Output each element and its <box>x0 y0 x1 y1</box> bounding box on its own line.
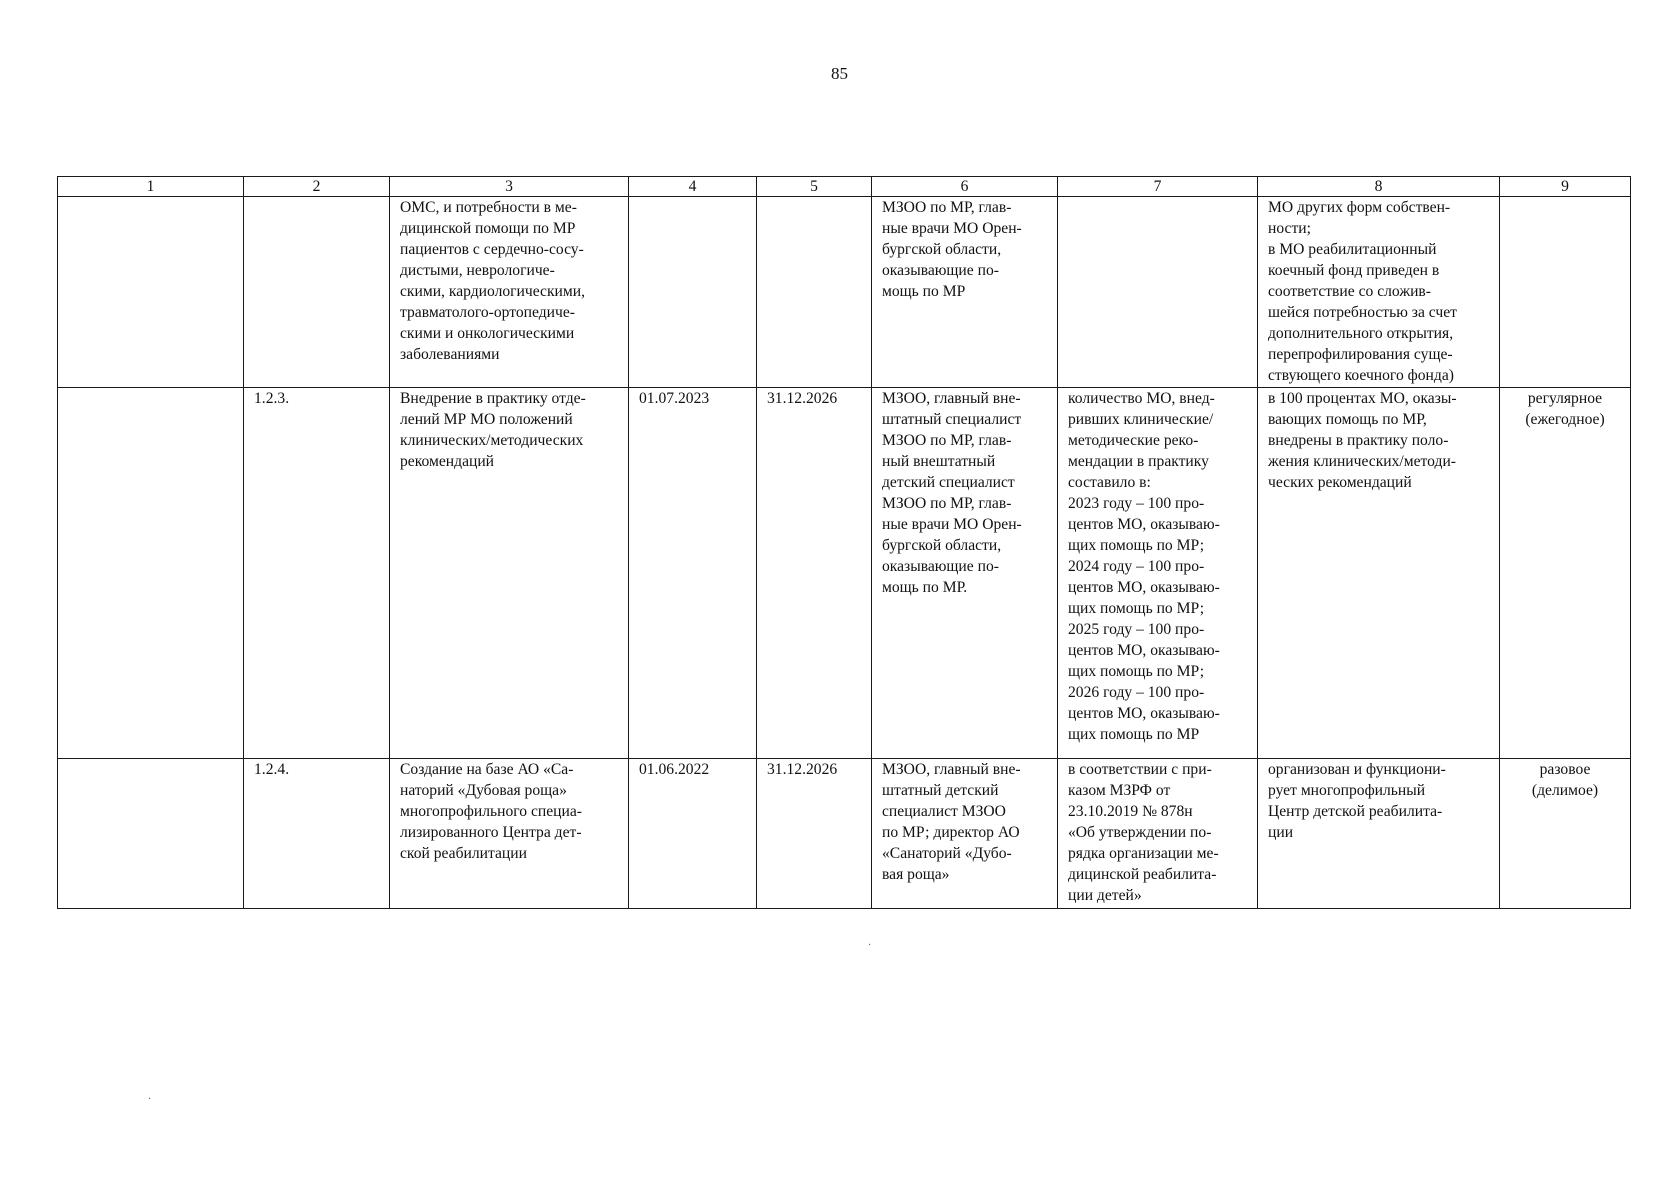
col-header-8: 8 <box>1258 177 1500 197</box>
page-number: 85 <box>831 64 848 83</box>
cell-activity-name: Внедрение в практику отде- лений МР МО положений клинических/методических рекомендаций <box>390 388 629 759</box>
cell-number: 1.2.3. <box>244 388 390 759</box>
col-header-2: 2 <box>244 177 390 197</box>
cell-indicator <box>1058 197 1258 388</box>
cell-end-date: 31.12.2026 <box>757 759 872 909</box>
cell-number <box>244 197 390 388</box>
cell-activity-name: Создание на базе АО «Са- наторий «Дубовая роща» многопрофильного специа- лизированного Центра дет- ской реабилитации <box>390 759 629 909</box>
cell-col1 <box>58 759 244 909</box>
cell-result: организован и функциони- рует многопрофильный Центр детской реабилита- ции <box>1258 759 1500 909</box>
col-header-1: 1 <box>58 177 244 197</box>
cell-responsible: МЗОО по МР, глав- ные врачи МО Орен- бургской области, оказывающие по- мощь по МР <box>872 197 1058 388</box>
cell-col1 <box>58 197 244 388</box>
col-header-4: 4 <box>629 177 757 197</box>
cell-responsible: МЗОО, главный вне- штатный детский специалист МЗОО по МР; директор АО «Санаторий «Дубо- вая роща» <box>872 759 1058 909</box>
cell-result: в 100 процентах МО, оказы- вающих помощь по МР, внедрены в практику поло- жения клинических/методи- ческих рекомендаций <box>1258 388 1500 759</box>
col-header-9: 9 <box>1500 177 1631 197</box>
cell-end-date: 31.12.2026 <box>757 388 872 759</box>
cell-indicator: количество МО, внед- ривших клинические/ методические реко- мендации в практику составило в: 2023 году – 100 про- центов МО, оказываю- щих помощь по МР; 2024 году – 100 про- центов МО, оказываю- щих помощь по МР; 2025 году – 100 про- центов МО, оказываю- щих помощь по МР; 2026 году – 100 про- центов МО, оказываю- щих помощь по МР <box>1058 388 1258 759</box>
cell-indicator: в соответствии с при- казом МЗРФ от 23.10.2019 № 878н «Об утверждении по- рядка организации ме- дицинской реабилита- ции детей» <box>1058 759 1258 909</box>
cell-type: регулярное (ежегодное) <box>1500 388 1631 759</box>
activity-table <box>57 176 1631 909</box>
scan-speck: · <box>868 940 872 951</box>
col-header-7: 7 <box>1058 177 1258 197</box>
cell-col1 <box>58 388 244 759</box>
cell-responsible: МЗОО, главный вне- штатный специалист МЗОО по МР, глав- ный внештатный детский специалист МЗОО по МР, глав- ные врачи МО Орен- бургской области, оказывающие по- мощь по МР. <box>872 388 1058 759</box>
header-row <box>58 177 1631 197</box>
col-header-6: 6 <box>872 177 1058 197</box>
cell-type <box>1500 197 1631 388</box>
table-row <box>58 388 1631 759</box>
cell-start-date: 01.06.2022 <box>629 759 757 909</box>
cell-activity-name: ОМС, и потребности в ме- дицинской помощи по МР пациентов с сердечно-сосу- дистыми, неврологиче- скими, кардиологическими, травматолого-ортопедиче- скими и онкологическими заболеваниями <box>390 197 629 388</box>
cell-end-date <box>757 197 872 388</box>
cell-start-date <box>629 197 757 388</box>
cell-result: МО других форм собствен- ности; в МО реабилитационный коечный фонд приведен в соответствие со сложив- шейся потребностью за счет дополнительного открытия, перепрофилирования суще- ствующего коечного фонда) <box>1258 197 1500 388</box>
col-header-3: 3 <box>390 177 629 197</box>
table-row <box>58 759 1631 909</box>
col-header-5: 5 <box>757 177 872 197</box>
cell-type: разовое (делимое) <box>1500 759 1631 909</box>
cell-number: 1.2.4. <box>244 759 390 909</box>
table-row <box>58 197 1631 388</box>
cell-start-date: 01.07.2023 <box>629 388 757 759</box>
scan-speck: · <box>148 1094 152 1105</box>
